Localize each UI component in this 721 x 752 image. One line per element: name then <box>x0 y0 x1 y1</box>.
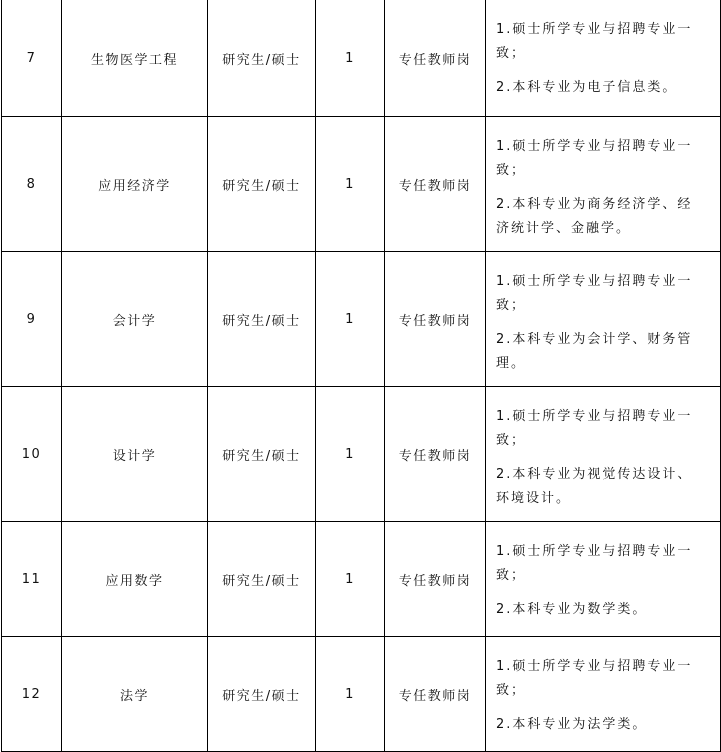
cell-requirements <box>486 0 721 117</box>
cell-position: 专任教师岗 <box>385 637 486 752</box>
requirement-2: 2.本科专业为电子信息类。 <box>496 80 678 95</box>
cell-index: 12 <box>2 637 62 752</box>
cell-requirements <box>486 117 721 252</box>
requirement-1: 1.硕士所学专业与招聘专业一致； <box>496 274 693 313</box>
cell-count: 1 <box>316 522 385 637</box>
cell-index: 9 <box>2 252 62 387</box>
requirement-1: 1.硕士所学专业与招聘专业一致； <box>496 22 693 61</box>
cell-count: 1 <box>316 637 385 752</box>
cell-count: 1 <box>316 117 385 252</box>
cell-index: 8 <box>2 117 62 252</box>
cell-count: 1 <box>316 0 385 117</box>
cell-count: 1 <box>316 387 385 522</box>
recruitment-table <box>1 0 721 752</box>
cell-index: 7 <box>2 0 62 117</box>
cell-major: 法学 <box>62 637 208 752</box>
cell-requirements <box>486 387 721 522</box>
cell-major: 应用数学 <box>62 522 208 637</box>
requirement-1: 1.硕士所学专业与招聘专业一致； <box>496 544 693 583</box>
requirement-2: 2.本科专业为会计学、财务管理。 <box>496 332 693 371</box>
cell-position: 专任教师岗 <box>385 117 486 252</box>
requirement-2: 2.本科专业为视觉传达设计、环境设计。 <box>496 467 693 506</box>
cell-count: 1 <box>316 252 385 387</box>
cell-requirements <box>486 637 721 752</box>
cell-index: 10 <box>2 387 62 522</box>
requirement-1: 1.硕士所学专业与招聘专业一致； <box>496 409 693 448</box>
requirement-2: 2.本科专业为商务经济学、经济统计学、金融学。 <box>496 197 693 236</box>
table-row <box>2 387 721 522</box>
requirement-1: 1.硕士所学专业与招聘专业一致； <box>496 139 693 178</box>
table-row <box>2 117 721 252</box>
cell-position: 专任教师岗 <box>385 522 486 637</box>
cell-degree: 研究生/硕士 <box>208 252 316 387</box>
cell-degree: 研究生/硕士 <box>208 0 316 117</box>
table-row <box>2 252 721 387</box>
requirement-2: 2.本科专业为法学类。 <box>496 717 648 732</box>
cell-degree: 研究生/硕士 <box>208 637 316 752</box>
cell-position: 专任教师岗 <box>385 387 486 522</box>
cell-major: 会计学 <box>62 252 208 387</box>
cell-requirements <box>486 522 721 637</box>
cell-major: 应用经济学 <box>62 117 208 252</box>
requirement-2: 2.本科专业为数学类。 <box>496 602 648 617</box>
cell-degree: 研究生/硕士 <box>208 387 316 522</box>
cell-degree: 研究生/硕士 <box>208 522 316 637</box>
cell-position: 专任教师岗 <box>385 252 486 387</box>
cell-major: 设计学 <box>62 387 208 522</box>
requirement-1: 1.硕士所学专业与招聘专业一致； <box>496 659 693 698</box>
table-row <box>2 637 721 752</box>
table-row <box>2 522 721 637</box>
cell-position: 专任教师岗 <box>385 0 486 117</box>
cell-requirements <box>486 252 721 387</box>
cell-index: 11 <box>2 522 62 637</box>
table-row <box>2 0 721 117</box>
cell-degree: 研究生/硕士 <box>208 117 316 252</box>
cell-major: 生物医学工程 <box>62 0 208 117</box>
